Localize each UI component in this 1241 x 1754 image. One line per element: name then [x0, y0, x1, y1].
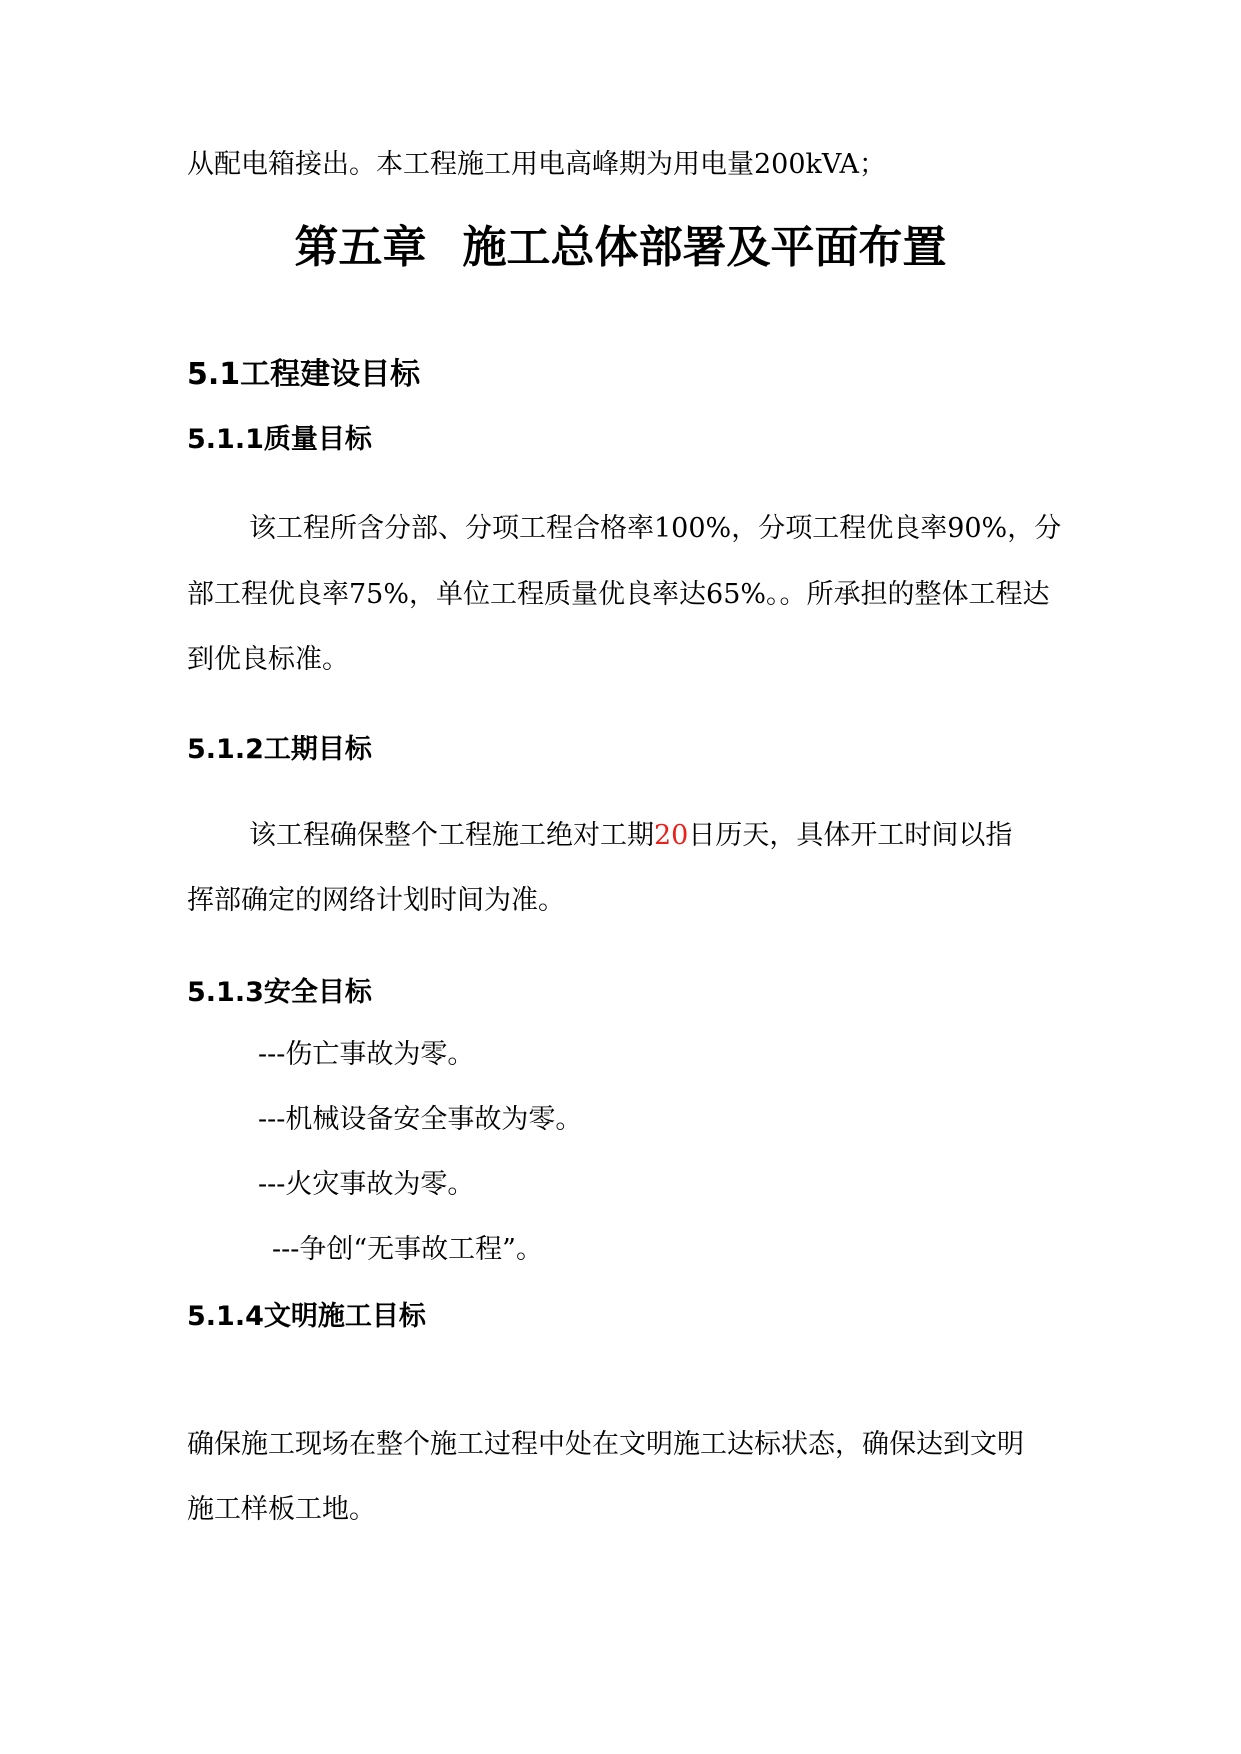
intro-line: 从配电箱接出。本工程施工用电高峰期为用电量200kVA；: [187, 149, 887, 180]
safety-item: ---争创“无事故工程”。: [272, 1234, 543, 1265]
chapter-title: [0, 218, 1241, 278]
chapter-number: 第五章: [294, 222, 427, 273]
section-heading-5-1: 5.1工程建设目标: [187, 357, 421, 392]
section-heading-5-1-1: 5.1.1质量目标: [187, 424, 372, 455]
civilized-paragraph-line-1: 确保施工现场在整个施工过程中处在文明施工达标状态，确保达到文明: [187, 1429, 1024, 1460]
chapter-name: 施工总体部署及平面布置: [462, 222, 947, 273]
quality-paragraph-line-1: 该工程所含分部、分项工程合格率100%，分项工程优良率90%，分: [249, 513, 1062, 544]
schedule-text-after: 日历天，具体开工时间以指: [688, 820, 1013, 851]
section-heading-5-1-3: 5.1.3安全目标: [187, 977, 372, 1008]
schedule-days-highlight: 20: [654, 820, 689, 851]
quality-paragraph-line-3: 到优良标准。: [187, 644, 349, 675]
quality-paragraph-line-2: 部工程优良率75%，单位工程质量优良率达65%。。所承担的整体工程达: [187, 579, 1050, 610]
section-heading-5-1-2: 5.1.2工期目标: [187, 734, 372, 765]
schedule-paragraph-line-2: 挥部确定的网络计划时间为准。: [187, 885, 565, 916]
schedule-text-before: 该工程确保整个工程施工绝对工期: [249, 820, 654, 851]
safety-item: ---机械设备安全事故为零。: [258, 1104, 583, 1135]
safety-item: ---火灾事故为零。: [258, 1169, 475, 1200]
safety-item: ---伤亡事故为零。: [258, 1039, 475, 1070]
civilized-paragraph-line-2: 施工样板工地。: [187, 1494, 376, 1525]
schedule-paragraph-line-1: [249, 816, 1012, 856]
section-heading-5-1-4: 5.1.4文明施工目标: [187, 1301, 426, 1332]
